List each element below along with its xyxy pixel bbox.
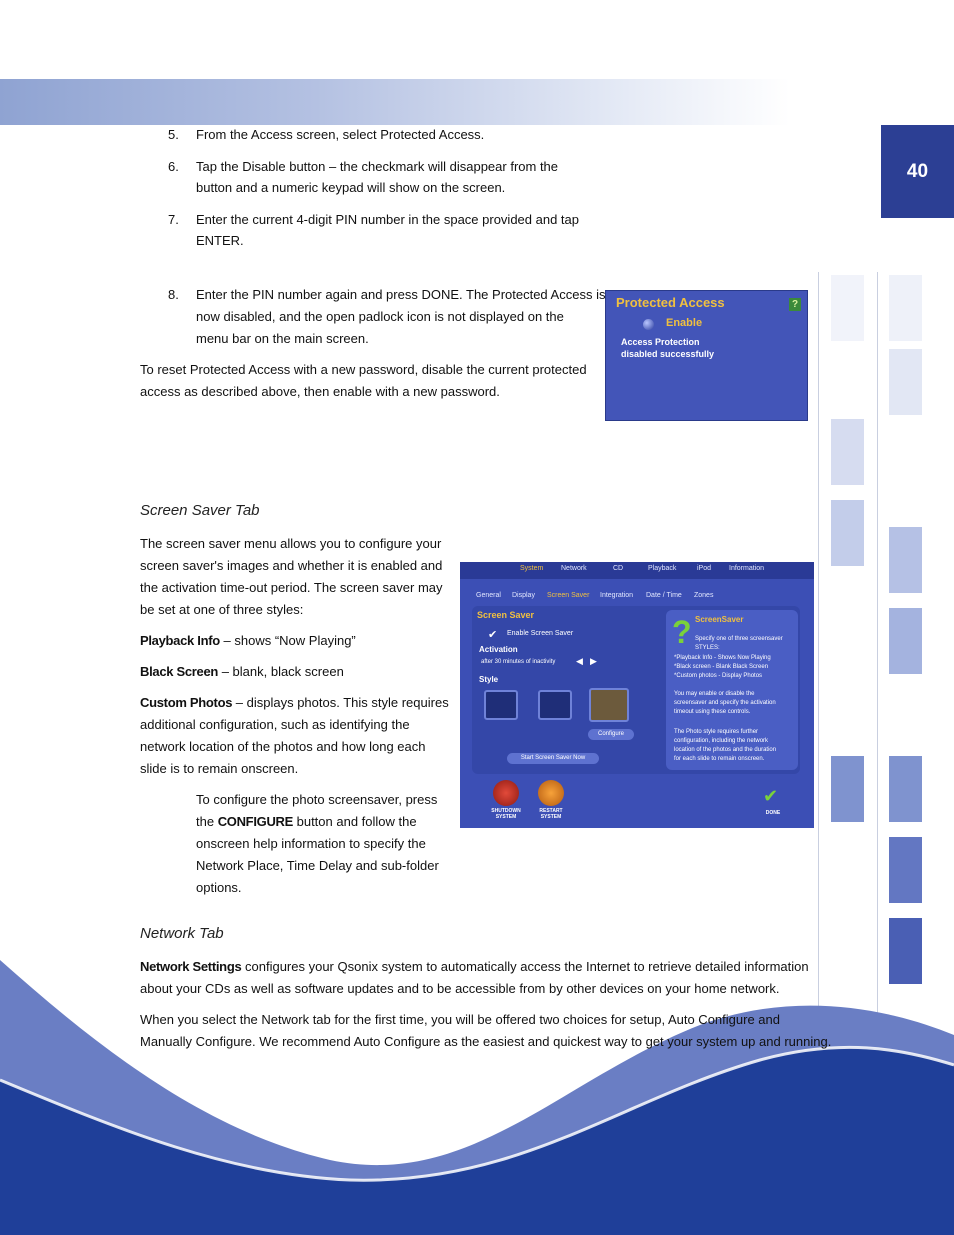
restart-icon (538, 780, 564, 806)
subtab-date-time: Date / Time (646, 592, 682, 599)
tab-system: System (520, 565, 544, 572)
header-band (0, 79, 790, 125)
decor-square (831, 756, 864, 822)
reset-paragraph: access as described above, then enable with a new password. (140, 384, 500, 399)
reset-paragraph: To reset Protected Access with a new password, disable the current protected (140, 362, 587, 377)
style-item (140, 692, 449, 714)
style-option-black (538, 690, 572, 720)
decor-square (831, 500, 864, 566)
style-option-photos (589, 688, 629, 722)
style-text: additional configuration, such as identifying the (140, 717, 410, 732)
style-option-playback (484, 690, 518, 720)
protected-access-screenshot (605, 290, 808, 421)
style-item (140, 630, 356, 652)
intro-text: the activation time-out period. The screen saver may (140, 580, 443, 595)
style-name: Black Screen (140, 664, 219, 679)
intro-text: The screen saver menu allows you to configure your (140, 536, 442, 551)
tab-cd: CD (613, 565, 624, 572)
step-text: menu bar on the main screen. (196, 331, 369, 346)
help-icon: ? (672, 614, 692, 650)
network-paragraph: When you select the Network tab for the first time, you will be offered two choices for setup, Auto Configure and (140, 1012, 780, 1027)
style-desc: – blank, black screen (218, 664, 344, 679)
radio-dot-icon (643, 319, 654, 330)
configure-text: options. (196, 880, 242, 895)
help-line: screensaver and specify the activation (674, 700, 776, 706)
style-item (140, 661, 344, 683)
status-line: disabled successfully (621, 349, 715, 359)
configure-pre: the (196, 814, 218, 829)
arrow-left-icon: ◀ (576, 656, 583, 666)
intro-text: screen saver's images and whether it is enabled and (140, 558, 443, 573)
activation-value: after 30 minutes of inactivity (481, 659, 556, 665)
step-text: button and a numeric keypad will show on the screen. (196, 180, 506, 195)
configure-text (196, 811, 417, 833)
tab-network: Network (561, 565, 587, 572)
step-text: ENTER. (196, 233, 244, 248)
start-screensaver-button: Start Screen Saver Now (507, 753, 599, 764)
help-line: for each slide to remain onscreen. (674, 756, 765, 762)
step-text: Enter the PIN number again and press DONE. The Protected Access is (196, 287, 606, 302)
enable-label: Enable (666, 317, 703, 329)
decor-square (831, 275, 864, 341)
style-name: Playback Info (140, 633, 220, 648)
decor-square (889, 527, 922, 593)
subtab-zones: Zones (694, 592, 714, 599)
help-text (674, 690, 796, 717)
decor-square (889, 756, 922, 822)
step-number: 7. (168, 212, 179, 227)
help-line: The Photo style requires further (674, 729, 759, 735)
help-line: You may enable or disable the (674, 691, 755, 697)
configure-text: onscreen help information to specify the (196, 836, 426, 851)
configure-button: Configure (588, 729, 634, 740)
page-number: 40 (881, 125, 954, 218)
panel-title: Protected Access (616, 295, 725, 310)
subtab-integration: Integration (600, 592, 634, 599)
section-heading: Screen Saver Tab (140, 502, 260, 519)
step-text: now disabled, and the open padlock icon is not displayed on the (196, 309, 564, 324)
configure-keyword: CONFIGURE (217, 814, 293, 829)
decor-square (889, 349, 922, 415)
subtab-screen-saver: Screen Saver (547, 592, 590, 599)
step-number: 8. (168, 287, 179, 302)
style-desc: – displays photos. This style requires (232, 695, 449, 710)
power-icon (493, 780, 519, 806)
done-check-icon: ✔ (763, 786, 779, 806)
decor-square (889, 608, 922, 674)
section-heading: Network Tab (140, 925, 224, 942)
status-message (621, 336, 801, 360)
enable-label: Enable Screen Saver (507, 630, 574, 637)
subtab-display: Display (512, 592, 535, 599)
panel-title: Screen Saver (477, 610, 535, 620)
checkmark-icon: ✔ (488, 629, 498, 641)
step-text: From the Access screen, select Protected Access. (196, 127, 485, 142)
help-icon: ? (789, 298, 801, 311)
help-text (674, 728, 796, 764)
activation-label: Activation (479, 645, 518, 654)
screen-saver-screenshot (460, 562, 814, 828)
style-label: Style (479, 675, 499, 684)
decor-square (889, 275, 922, 341)
help-line: STYLES: (695, 645, 720, 651)
tab-information: Information (729, 565, 765, 572)
step-text: Tap the Disable button – the checkmark will disappear from the (196, 159, 559, 174)
configure-text: Network Place, Time Delay and sub-folder (196, 858, 439, 873)
style-desc: – shows “Now Playing” (219, 633, 356, 648)
step-text: Enter the current 4-digit PIN number in the space provided and tap (196, 212, 579, 227)
help-line: timeout using these controls. (674, 709, 751, 715)
network-paragraph: about your CDs as well as software updates and to be accessible from by other devices on your home network. (140, 981, 780, 996)
network-paragraph: Manually Configure. We recommend Auto Configure as the easiest and quickest way to get your system up and running. (140, 1034, 832, 1049)
help-line: *Custom photos - Display Photos (674, 673, 763, 679)
configure-text: To configure the photo screensaver, press (196, 792, 438, 807)
shutdown-label: SHUTDOWN SYSTEM (491, 808, 521, 820)
configure-post: button and follow the (293, 814, 417, 829)
help-text (674, 654, 796, 681)
style-text: slide is to remain onscreen. (140, 761, 299, 776)
restart-label: RESTART SYSTEM (539, 808, 563, 820)
tab-playback: Playback (648, 565, 677, 572)
help-line: configuration, including the network (674, 738, 769, 744)
style-name: Custom Photos (140, 695, 233, 710)
help-line: *Playback Info - Shows Now Playing (674, 655, 771, 661)
network-paragraph (140, 956, 809, 978)
arrow-right-icon: ▶ (590, 656, 597, 666)
help-text (695, 635, 795, 653)
intro-text: be set at one of three styles: (140, 602, 304, 617)
network-text: configures your Qsonix system to automatically access the Internet to retrieve detailed information (241, 959, 809, 974)
decor-square (831, 419, 864, 485)
step-number: 6. (168, 159, 179, 174)
help-title: ScreenSaver (695, 615, 744, 624)
subtab-general: General (476, 592, 501, 599)
tab-ipod: iPod (697, 565, 712, 572)
style-text: network location of the photos and how long each (140, 739, 426, 754)
done-label: DONE (765, 810, 781, 816)
help-line: location of the photos and the duration (674, 747, 777, 753)
help-line: *Black screen - Blank Black Screen (674, 664, 769, 670)
step-number: 5. (168, 127, 179, 142)
decor-square (889, 837, 922, 903)
status-line: Access Protection (621, 337, 700, 347)
network-keyword: Network Settings (140, 959, 242, 974)
help-line: Specify one of three screensaver (695, 636, 783, 642)
